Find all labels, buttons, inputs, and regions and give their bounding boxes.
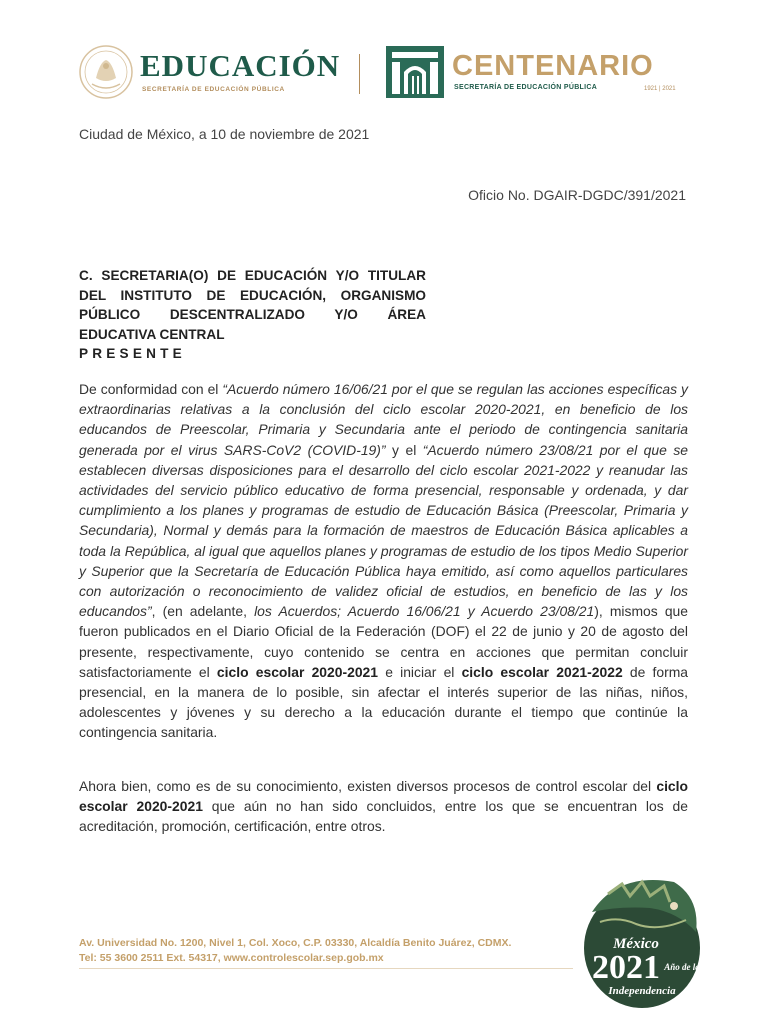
mexico-coat-of-arms-icon xyxy=(78,44,134,100)
oficio-number: Oficio No. DGAIR-DGDC/391/2021 xyxy=(468,187,686,203)
text-run: de forma presencial, en la manera de lo posible, sin afectar el interés superior de las niñas, niños, adolescentes y jóvenes y su derecho a la educación durante el tiempo que continúe la contingencia sanitaria. xyxy=(79,663,689,741)
education-subtitle: SECRETARÍA DE EDUCACIÓN PÚBLICA xyxy=(142,86,285,93)
text-run: e iniciar el xyxy=(378,663,462,680)
text-run: De conformidad con el xyxy=(79,381,223,397)
footer-phone-web: Tel: 55 3600 2511 Ext. 54317, www.controlescolar.sep.gob.mx xyxy=(79,952,384,964)
ciclo-2020-2021: ciclo escolar 2020-2021 xyxy=(79,778,688,815)
emblem-mexico-label: México xyxy=(613,936,659,952)
presente-label: PRESENTE xyxy=(79,346,186,361)
footer-contact xyxy=(79,936,511,966)
header-divider xyxy=(359,54,360,94)
addressee-line: DEL INSTITUTO DE EDUCACIÓN, ORGANISMO xyxy=(79,287,426,303)
addressee-line: C. SECRETARIA(O) DE EDUCACIÓN Y/O TITULAR xyxy=(79,268,426,283)
text-run: ), mismos que fueron publicados en el Diario Oficial de la Federación (DOF) el 22 de junio y 20 de agosto del presente, respectivamente, cuyo contenido se centra en acciones que permitan concluir satisfactoriamente el xyxy=(79,603,688,680)
body-paragraph-1 xyxy=(79,379,688,743)
text-run: , (en adelante, xyxy=(151,603,255,620)
letterhead xyxy=(78,40,698,110)
building-icon xyxy=(384,44,446,100)
acuerdo-16-06-21-title: “Acuerdo número 16/06/21 por el que se regulan las acciones específicas y extraordinarias relativas a la conclusión del ciclo escolar 2020-2021, en beneficio de los educandos de Preescolar, Primaria y Secundaria ante el periodo de contingencia sanitaria generada por el virus SARS-CoV2 (COVID-19)” xyxy=(79,381,688,458)
footer-divider xyxy=(79,968,573,969)
centenario-subtitle: SECRETARÍA DE EDUCACIÓN PÚBLICA xyxy=(454,84,598,91)
footer-address: Av. Universidad No. 1200, Nivel 1, Col. Xoco, C.P. 03330, Alcaldía Benito Juárez, CDMX. xyxy=(79,937,512,949)
ciclo-2021-2022: ciclo escolar 2021-2022 xyxy=(461,663,623,680)
addressee-block xyxy=(79,266,426,364)
addressee-line: PÚBLICO DESCENTRALIZADO Y/O ÁREA xyxy=(79,307,426,322)
emblem-independencia: Independencia xyxy=(608,985,676,997)
mexico-2021-emblem xyxy=(578,872,706,1012)
addressee-line: EDUCATIVA CENTRAL xyxy=(79,326,225,342)
letter-date: Ciudad de México, a 10 de noviembre de 2021 xyxy=(79,126,370,142)
emblem-year: 2021 xyxy=(592,949,660,986)
ciclo-2020-2021: ciclo escolar 2020-2021 xyxy=(216,663,379,680)
text-run: y el xyxy=(385,441,423,458)
text-run: Ahora bien, como es de su conocimiento, existen diversos procesos de control escolar del xyxy=(79,778,657,794)
centenario-years: 1921 | 2021 xyxy=(644,86,676,92)
centenario-title: CENTENARIO xyxy=(452,50,654,82)
education-title: EDUCACIÓN xyxy=(140,48,341,83)
acuerdo-23-08-21-title: “Acuerdo número 23/08/21 por el que se establecen diversas disposiciones para el desarrollo del ciclo escolar 2021-2022 y reanudar las actividades del servicio público educativo de forma presencial, responsable y ordenada, y dar cumplimiento a los planes y programas de estudio de Educación Básica (Preescolar, Primaria y Secundaria), Normal y demás para la formación de maestros de Educación Básica aplicables a toda la República, al igual que aquellos planes y programas de estudio de los tipos Medio Superior y Superior que la Secretaría de Educación Pública haya emitido, así como aquellos particulares con autorización o reconocimiento de validez oficial de estudios, en beneficio de las y los educandos” xyxy=(79,441,689,620)
emblem-ano-de-la: Año de la xyxy=(664,962,700,972)
text-run: que aún no han sido concluidos, entre los que se encuentran los de acreditación, promoción, certificación, entre otros. xyxy=(79,798,688,835)
acuerdos-reference: los Acuerdos; Acuerdo 16/06/21 y Acuerdo 23/08/21 xyxy=(254,603,595,620)
body-paragraph-2 xyxy=(79,776,688,837)
